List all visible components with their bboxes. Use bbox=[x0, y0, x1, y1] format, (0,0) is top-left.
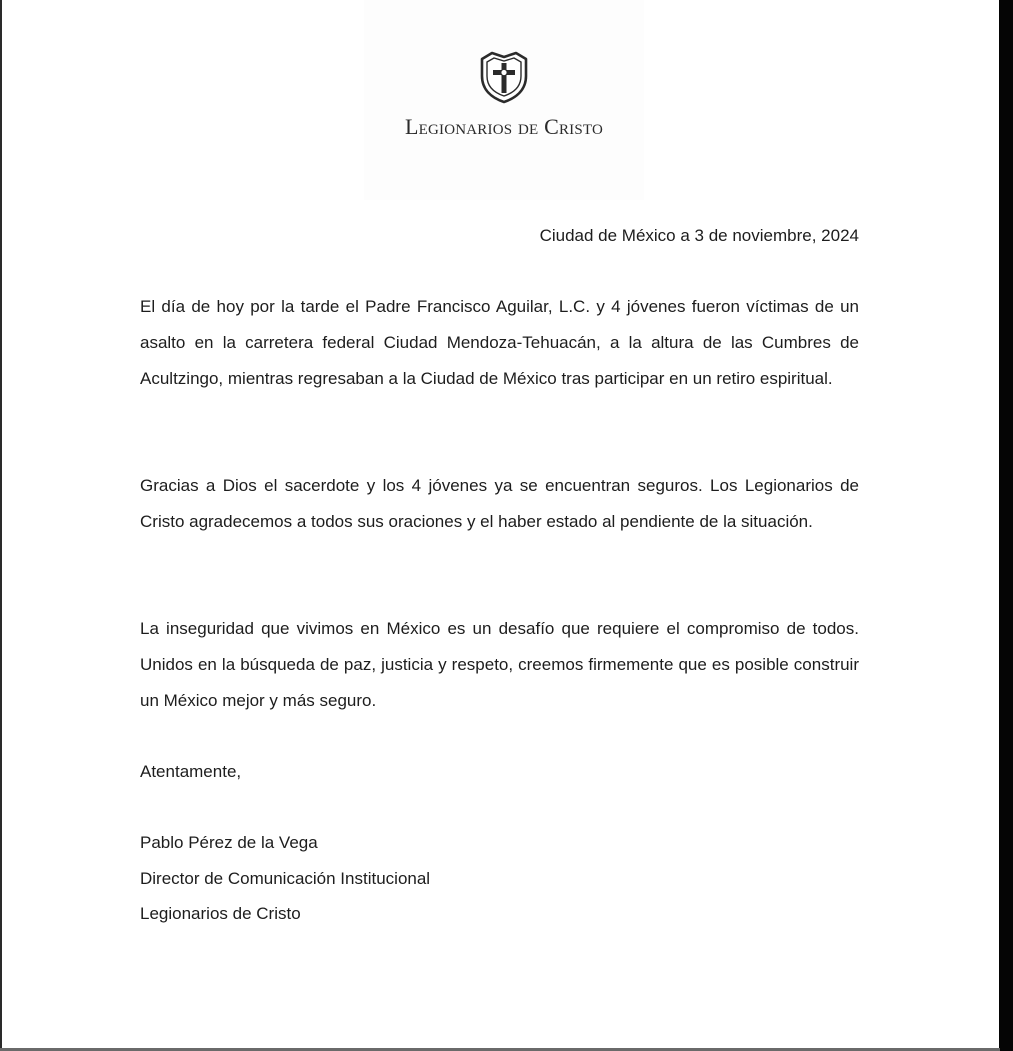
page-right-border bbox=[999, 0, 1013, 1051]
signatory-organization: Legionarios de Cristo bbox=[140, 904, 301, 923]
paragraph-safety: Gracias a Dios el sacerdote y los 4 jóvenes ya se encuentran seguros. Los Legionarios de Cristo agradecemos a todos sus oraciones y el haber estado al pendiente de la situación. bbox=[140, 476, 859, 531]
signatory-title: Director de Comunicación Institucional bbox=[140, 869, 431, 888]
signatory-name: Pablo Pérez de la Vega bbox=[140, 833, 318, 852]
shield-cross-icon bbox=[478, 50, 530, 104]
page-left-border bbox=[0, 0, 2, 1051]
organization-name: Legionarios de Cristo bbox=[404, 114, 604, 139]
paragraph-incident: El día de hoy por la tarde el Padre Francisco Aguilar, L.C. y 4 jóvenes fueron víctimas de un asalto en la carretera federal Ciudad Mendoza-Tehuacán, a la altura de las Cumbres de Acultzingo, mientras regresaban a la Ciudad de México tras participar en un retiro espiritual. bbox=[140, 297, 859, 388]
paragraph-insecurity: La inseguridad que vivimos en México es un desafío que requiere el compromiso de todos. Unidos en la búsqueda de paz, justicia y respeto, creemos firmemente que es posible construir un México mejor y más seguro. bbox=[140, 619, 859, 710]
place-date-line: Ciudad de México a 3 de noviembre, 2024 bbox=[539, 226, 859, 245]
closing-salutation: Atentamente, bbox=[140, 762, 242, 781]
